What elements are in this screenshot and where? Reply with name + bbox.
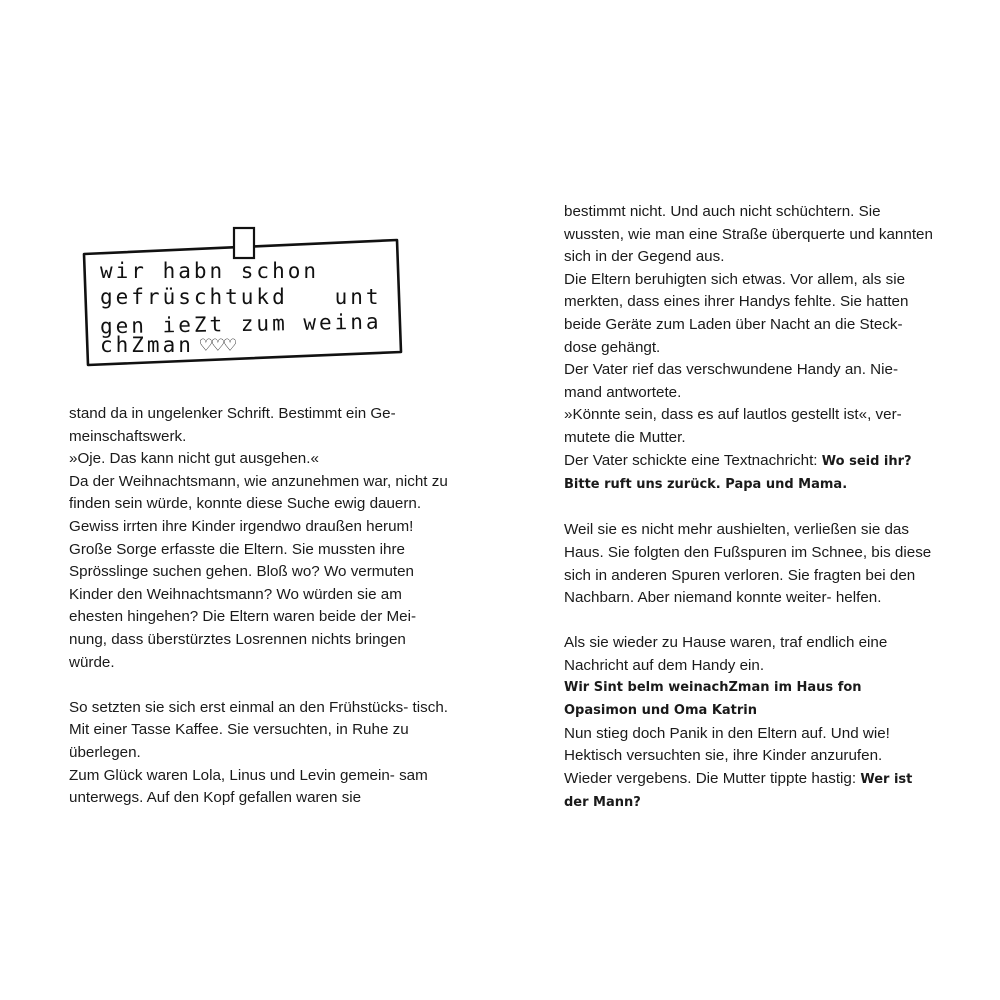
note-line-2: gefrüschtukd unt — [100, 285, 382, 309]
text-message-parents: Wo seid ihr? Bitte ruft uns zurück. Papa und Mama. — [564, 453, 912, 493]
paragraph: bestimmt nicht. Und auch nicht schüchtern. Sie wussten, wie man eine Straße überquerte und kannten sich in der Gegend aus. — [564, 203, 933, 266]
paragraph-text: Wieder vergebens. Die Mutter tippte hastig: — [564, 769, 861, 787]
paragraph: Die Eltern beruhigten sich etwas. Vor allem, als sie merkten, dass eines ihrer Handys fehlte. Sie hatten beide Geräte zum Laden über Nacht an die Steck- dose gehängt. — [564, 270, 909, 356]
note-line-4 — [100, 333, 236, 357]
paragraph-gap — [69, 674, 449, 697]
text-message-mother: Wer ist der Mann? — [564, 771, 913, 811]
handwritten-note — [76, 222, 406, 372]
paragraph-gap — [564, 497, 936, 520]
paragraph-gap — [564, 610, 936, 633]
paragraph: stand da in ungelenker Schrift. Bestimmt ein Ge- meinschaftswerk. — [69, 405, 396, 445]
note-line-4-text: chZman — [100, 333, 194, 357]
note-line-3: gen ieZt zum weina — [99, 309, 382, 339]
paragraph: Da der Weihnachtsmann, wie anzunehmen war, nicht zu finden sein würde, konnte diese Suche ewig dauern. Gewiss irrten ihre Kinder irgendwo draußen herum! — [69, 472, 448, 535]
paragraph — [564, 450, 936, 497]
paragraph — [564, 768, 936, 815]
paragraph: Als sie wieder zu Hause waren, traf endlich eine Nachricht auf dem Handy ein. — [564, 634, 888, 674]
right-text-column — [564, 201, 936, 815]
paragraph: Zum Glück waren Lola, Linus und Levin gemein- sam unterwegs. Auf den Kopf gefallen waren sie — [69, 766, 428, 807]
paragraph: »Oje. Das kann nicht gut ausgehen.« — [69, 450, 319, 468]
paragraph: Der Vater rief das verschwundene Handy an. Nie- mand antwortete. — [564, 361, 899, 401]
text-message-kids: Wir Sint belm weinachZman im Haus fon Opasimon und Oma Katrin — [564, 680, 862, 719]
note-line-1: wir habn schon — [100, 259, 320, 283]
hearts-icon: ♡♡♡ — [199, 333, 236, 357]
paragraph: »Könnte sein, dass es auf lautlos gestellt ist«, ver- mutete die Mutter. — [564, 406, 902, 446]
paragraph-text: Der Vater schickte eine Textnachricht: — [564, 451, 822, 469]
left-text-column — [69, 403, 449, 810]
paragraph: Nun stieg doch Panik in den Eltern auf. Und wie! Hektisch versuchten sie, ihre Kinder anzurufen. — [564, 724, 890, 765]
paragraph: Weil sie es nicht mehr aushielten, verließen sie das Haus. Sie folgten den Fußspuren im Schnee, bis diese sich in anderen Spuren verloren. Sie fragten bei den Nachbarn. Aber niemand konnte weiter- helfen. — [564, 521, 932, 607]
paragraph: So setzten sie sich erst einmal an den Frühstücks- tisch. Mit einer Tasse Kaffee. Sie versuchten, in Ruhe zu überlegen. — [69, 698, 449, 761]
paragraph: Große Sorge erfasste die Eltern. Sie mussten ihre Sprösslinge suchen gehen. Bloß wo? Wo vermuten Kinder den Weihnachtsmann? Wo würden sie am ehesten hingehen? Die Eltern waren beide der Mei- nung, dass überstürztes Losrennen nichts bringen würde. — [69, 540, 416, 671]
